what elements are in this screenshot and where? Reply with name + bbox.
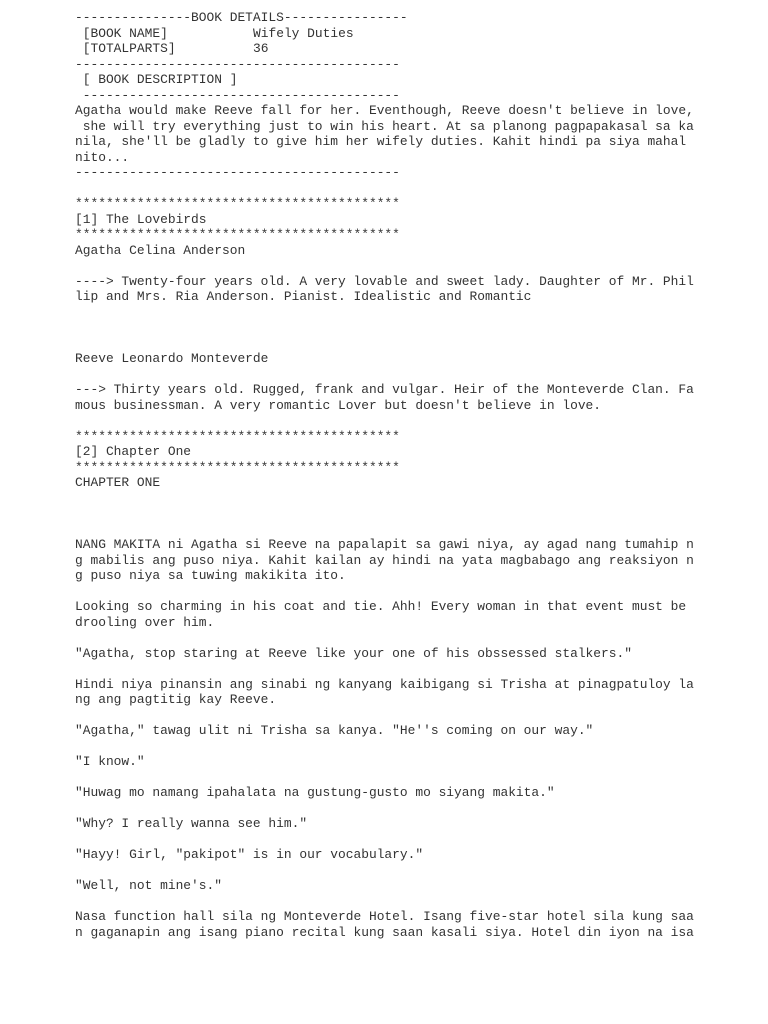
paragraph-line: Nasa function hall sila ng Monteverde Hotel. Isang five-star hotel sila kung saa xyxy=(75,909,694,924)
section1-title: [1] The Lovebirds xyxy=(75,211,207,227)
description-bottom-rule: ------------------------------------------ xyxy=(75,165,400,180)
book-name-label: [BOOK NAME] xyxy=(75,25,168,41)
character-name-agatha: Agatha Celina Anderson xyxy=(75,242,246,258)
description-label: [ BOOK DESCRIPTION ] xyxy=(75,72,238,87)
dialogue-line: "Agatha," tawag ulit ni Trisha sa kanya. "He''s coming on our way." xyxy=(75,723,594,738)
character-desc-line: lip and Mrs. Ria Anderson. Pianist. Idealistic and Romantic xyxy=(75,289,532,304)
total-parts-row xyxy=(75,41,755,57)
description-line: Agatha would make Reeve fall for her. Eventhough, Reeve doesn't believe in love, xyxy=(75,103,694,118)
character-name-reeve: Reeve Leonardo Monteverde xyxy=(75,351,269,366)
section2-stars-bottom: ****************************************** xyxy=(75,459,400,475)
dialogue-line: "Agatha, stop staring at Reeve like your one of his obssessed stalkers." xyxy=(75,645,632,661)
total-parts-label: [TOTALPARTS] xyxy=(75,41,176,56)
paragraph-line: ng ang pagtitig kay Reeve. xyxy=(75,692,277,707)
paragraph-line: drooling over him. xyxy=(75,614,215,630)
section1-stars-bottom: ****************************************** xyxy=(75,227,400,242)
chapter-heading: CHAPTER ONE xyxy=(75,475,161,490)
paragraph-line: g mabilis ang puso niya. Kahit kailan ay hindi na yata magbabago ang reaksiyon n xyxy=(75,552,694,568)
section2-title: [2] Chapter One xyxy=(75,444,192,459)
dialogue-line: "Huwag mo namang ipahalata na gustung-gusto mo siyang makita." xyxy=(75,785,555,800)
dialogue-line: "Hayy! Girl, "pakipot" is in our vocabulary." xyxy=(75,847,424,862)
book-document xyxy=(75,10,755,940)
description-line: nila, she'll be gladly to give him her wifely duties. Kahit hindi pa siya mahal xyxy=(75,134,687,149)
description-line: she will try everything just to win his heart. At sa planong pagpapakasal sa ka xyxy=(75,118,694,134)
paragraph-line: n gaganapin ang isang piano recital kung saan kasali siya. Hotel din iyon na isa xyxy=(75,924,694,940)
section2-stars-top: ****************************************** xyxy=(75,428,400,444)
book-name-row xyxy=(75,26,755,42)
paragraph-line: g puso niya sa tuwing makikita ito. xyxy=(75,568,346,583)
character-desc-line: mous businessman. A very romantic Lover but doesn't believe in love. xyxy=(75,397,602,413)
paragraph-line: NANG MAKITA ni Agatha si Reeve na papalapit sa gawi niya, ay agad nang tumahip n xyxy=(75,537,694,552)
character-desc-line: ---> Thirty years old. Rugged, frank and vulgar. Heir of the Monteverde Clan. Fa xyxy=(75,382,694,397)
dialogue-line: "I know." xyxy=(75,754,145,769)
total-parts-value: 36 xyxy=(253,41,269,56)
description-top-rule: ----------------------------------------- xyxy=(75,87,400,103)
book-details-header: ---------------BOOK DETAILS---------------- xyxy=(75,10,408,25)
dialogue-line: "Why? I really wanna see him." xyxy=(75,816,308,831)
book-name-value: Wifely Duties xyxy=(253,25,354,41)
description-line: nito... xyxy=(75,149,130,165)
section1-stars-top: ****************************************** xyxy=(75,196,400,211)
paragraph-line: Hindi niya pinansin ang sinabi ng kanyang kaibigang si Trisha at pinagpatuloy la xyxy=(75,676,694,692)
paragraph-line: Looking so charming in his coat and tie. Ahh! Every woman in that event must be xyxy=(75,599,687,614)
character-desc-line: ----> Twenty-four years old. A very lovable and sweet lady. Daughter of Mr. Phil xyxy=(75,273,694,289)
dialogue-line: "Well, not mine's." xyxy=(75,878,222,893)
details-divider: ------------------------------------------ xyxy=(75,56,400,72)
